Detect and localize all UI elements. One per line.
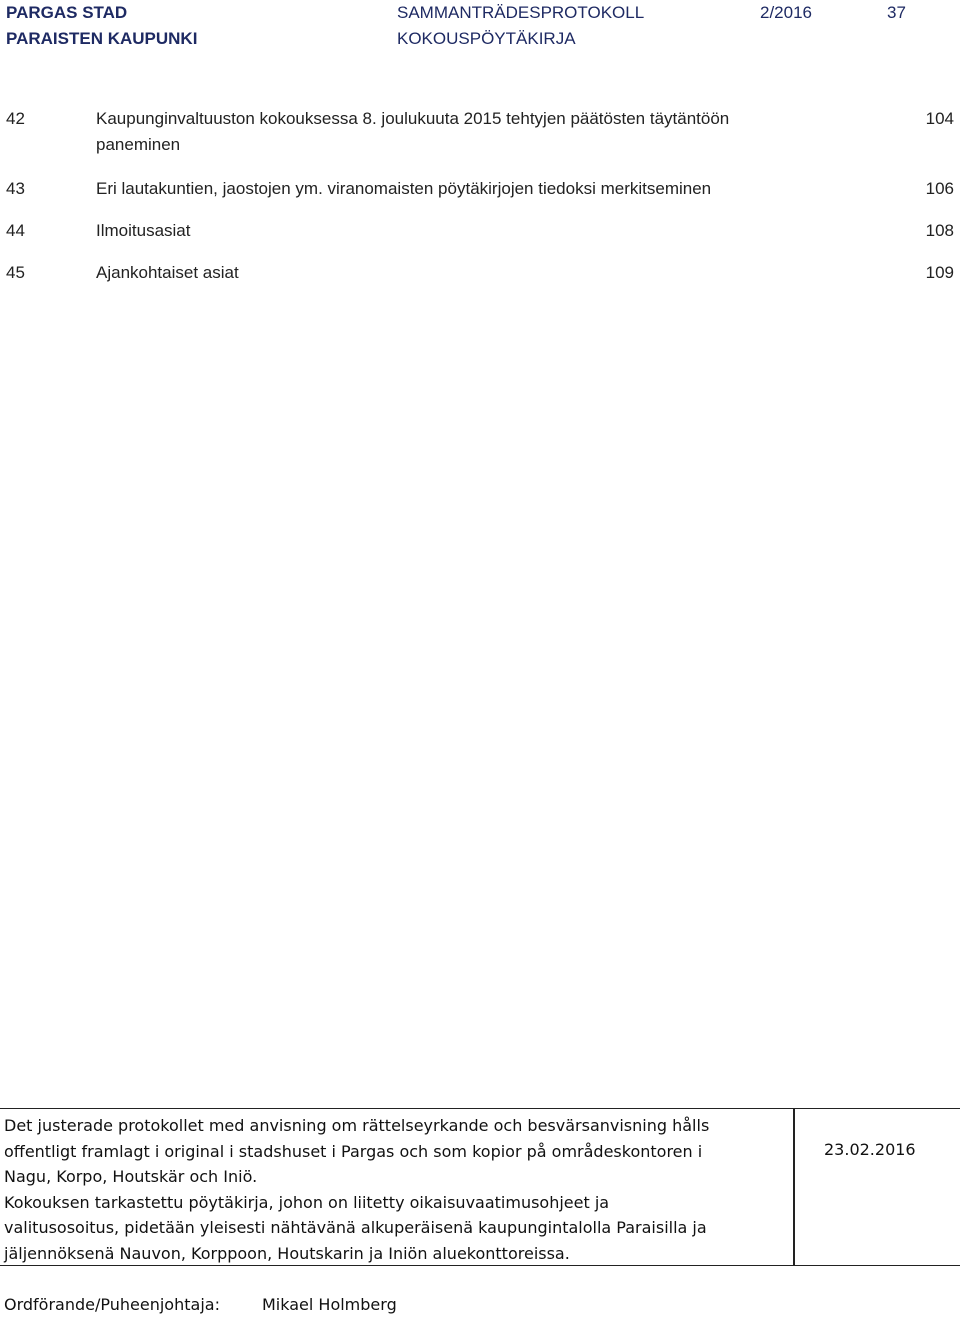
toc-item-title-line: Ilmoitusasiat <box>96 221 191 240</box>
toc-item-title-line: Kaupunginvaltuuston kokouksessa 8. joulukuuta 2015 tehtyjen päätösten täytäntöön <box>96 109 730 128</box>
chairperson-label: Ordförande/Puheenjohtaja: <box>4 1295 220 1314</box>
toc-item-number: 42 <box>6 109 25 128</box>
toc-item-number: 44 <box>6 221 25 240</box>
toc-item-title-line: Eri lautakuntien, jaostojen ym. viranomaisten pöytäkirjojen tiedoksi merkitseminen <box>96 179 712 198</box>
notice-line: Det justerade protokollet med anvisning om rättelseyrkande och besvärsanvisning hålls <box>4 1116 710 1135</box>
toc-item-title-line: Ajankohtaiset asiat <box>96 263 239 282</box>
doc-type-finnish: KOKOUSPÖYTÄKIRJA <box>397 29 576 48</box>
notice-line: Kokouksen tarkastettu pöytäkirja, johon on liitetty oikaisuvaatimusohjeet ja <box>4 1192 610 1212</box>
publication-notice-box <box>0 1108 960 1266</box>
publication-notice-text <box>4 1113 784 1266</box>
notice-column-divider <box>793 1109 795 1265</box>
org-name-finnish: PARAISTEN KAUPUNKI <box>6 29 198 48</box>
notice-line: Nagu, Korpo, Houtskär och Iniö. <box>4 1167 258 1186</box>
toc-item-page: 104 <box>925 109 954 128</box>
doc-type-swedish: SAMMANTRÄDESPROTOKOLL <box>397 3 645 22</box>
toc-item-title-line: paneminen <box>96 135 181 154</box>
org-name-swedish: PARGAS STAD <box>6 3 128 22</box>
issue-number: 2/2016 <box>760 3 812 22</box>
toc-item-title <box>96 106 836 158</box>
toc-item-number: 45 <box>6 263 25 282</box>
chairperson-name: Mikael Holmberg <box>262 1295 397 1314</box>
toc-item-title <box>96 260 836 286</box>
toc-item-page: 109 <box>925 263 954 282</box>
toc-item-page: 106 <box>925 179 954 198</box>
notice-line: offentligt framlagt i original i stadshuset i Pargas och som kopior på områdeskontoren i <box>4 1141 703 1161</box>
notice-line: valitusosoitus, pidetään yleisesti nähtävänä alkuperäisenä kaupungintalolla Paraisilla ja <box>4 1218 707 1237</box>
toc-item-page: 108 <box>925 221 954 240</box>
notice-date: 23.02.2016 <box>824 1140 916 1159</box>
toc-item-title <box>96 176 836 202</box>
toc-item-number: 43 <box>6 179 25 198</box>
page-number: 37 <box>887 3 906 22</box>
toc-item-title <box>96 218 836 244</box>
notice-line: jäljennöksenä Nauvon, Korppoon, Houtskarin ja Iniön aluekonttoreissa. <box>4 1243 570 1263</box>
